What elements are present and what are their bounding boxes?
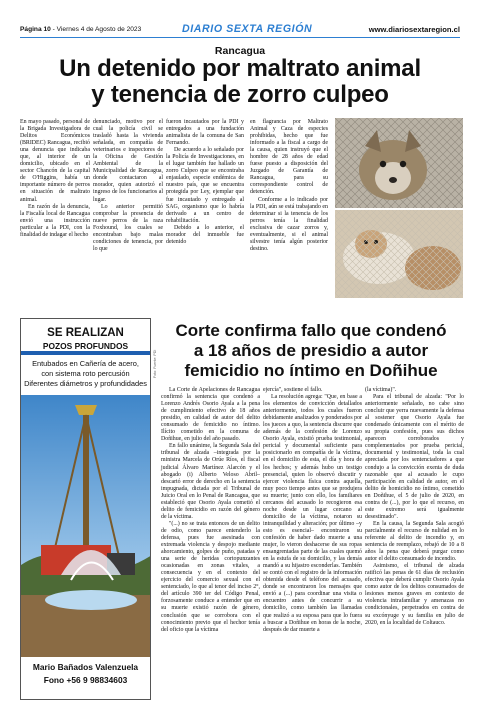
header-rule (20, 37, 460, 38)
ad-line: Entubados en Cañería de acero, (32, 359, 139, 368)
story1-headline-line1: Un detenido por maltrato animal (59, 55, 421, 82)
story1-headline-line2: y tenencia de zorro culpeo (91, 81, 389, 108)
story1-paragraph: Debido a lo anterior, el morador del inmueble fue detenido (166, 224, 244, 245)
issue-date: - Viernes 4 de Agosto de 2023 (52, 26, 142, 33)
ad-phone[interactable]: Fono +56 9 98834603 (43, 675, 128, 685)
photo-credit: Foto: Fuente: PDI (153, 349, 157, 378)
story2-headline-line3: femicidio no íntimo en Doñihue (184, 361, 438, 380)
page-number: Página 10 (20, 26, 51, 33)
story1-paragraph: En mayo pasado, personal de la Brigada Investigadora de Delitos Económicos (BRIDEC) Rancagua, recibió una denuncia que indicaba que, al interior de un domicilio, ubicado en el sector Chancón de la capital de O'Higgins, había un importante número de perros en situación de maltrato animal. (20, 119, 90, 203)
story2-paragraph: Asimismo, el tribunal de alzada ratificó las penas de 61 días de reclusión efectiva que deberá cumplir Osorio Ayala como autor de los delitos consumados de lesiones menos graves en contexto de violencia intrafamiliar y amenazas no condicionales, perpetrados en contra de su excónyuge y su familia en julio de 2020, en la localidad de Coltauco. (365, 563, 464, 626)
ad-divider (21, 351, 150, 355)
story2-headline-line2: a 18 años de presidio a autor (193, 341, 429, 360)
story2-paragraph: ejercía", sostiene el fallo. (263, 387, 323, 393)
story1-paragraph: denunciado, motivo por el cual la policía civil se trasladó hasta la vivienda señalada, en compañía de veterinarios e inspectores de la Oficina de Gestión Ambiental de la Municipalidad de Rancagua, donde contactaron al morador, quien autorizó el ingreso de los funcionarios al lugar. (93, 119, 163, 203)
story2-headline (160, 321, 462, 381)
drilling-rig-image (21, 395, 150, 657)
wells-advertisement[interactable] (20, 318, 151, 700)
ad-subtitle: POZOS PROFUNDOS (42, 341, 129, 351)
fox-and-dogs-photo (335, 118, 463, 298)
ad-contact-name: Mario Bañados Valenzuela (32, 662, 139, 672)
website-link[interactable]: www.diariosextaregion.cl (368, 25, 460, 34)
story1-paragraph: en flagrancia por Maltrato Animal y Caza de especies prohibidas, hecho que fue informado a la fiscal a cargo de la causa, quien instruyó que el hombre de 28 años de edad fuese puesto a disposición del Juzgado de Garantía de Rancagua, para su correspondiente control de detención. (250, 119, 328, 196)
story1-headline (24, 56, 456, 108)
story2-paragraph: En fallo unánime, la Segunda Sala del tribunal de alzada –integrada por la ministra Marcela de Orúe Ríos, el fiscal judicial Álvaro Martínez Alarcón y el abogado (i) Alberto Veloso Abril– descartó error de derecho en la sentencia impugnada, dictada por el Tribunal de Juicio Oral en lo Penal de Rancagua, que estableció que Osorio Ayala cometió el delito de femicidio en razón del género de la víctima. (161, 443, 260, 520)
story2-column-2 (263, 387, 362, 634)
story2-paragraph: La resolución agrega: "Que, en base a los elementos de convicción detallados anteriormente, todos los cuales fueron debidamente analizados y ponderados por los jueces a quo, la sentencia discurre que además de la confesión de Lorenzo Osorio Ayala, existió prueba testimonial, pericial y documental suficiente para posicionarlo en compañía de la víctima, en el domicilio de esta, el día y hora de los hechos; y además hubo un testigo presencial, quien lo observó discutir y ejercer violencia física contra aquella, muy poco tiempo antes que se produjera su muerte; junto con ello, los familiares cercanos del acusado lo recogieron esa noche desde un lugar cercano al domicilio de la víctima, notaron su intranquilidad y alteración; por último –y esto es esencial– encontraron su confesión de haber dado muerte a una mujer, lo vieron deshacerse de sus ropas ensangrentadas parte de las cuales quemó en la estufa de su domicilio, y las demás mandó a su hijastro esconderlas. También se contó con el registro de la información obtenida desde el teléfono del acusado, donde se encontraron los mensajes que envió a (...) para coordinar una visita o encuentro antes de concurrir a su domicilio, como también las llamadas que realizó a su esposa para que lo fuera a buscar a Doñihue en horas de la noche, después de dar muerte a (263, 394, 362, 633)
ad-line: con sistema roto percusión (41, 369, 130, 378)
story1-column-3 (166, 119, 244, 246)
page-header (20, 24, 460, 40)
story1-paragraph: fueron incautados por la PDI y entregados a una fundación animalista de la comuna de San Fernando. (166, 119, 244, 147)
story1-kicker: Rancagua (214, 45, 266, 57)
story1-paragraph: De acuerdo a lo señalado por la Policía de Investigaciones, en el lugar también fue hallado un zorro Culpeo que se encontraba enjaulado, especie endémica de nuestro país, que se encuentra protegida por Ley, ejemplar que fue incautado y entregado al SAG, organismo que lo habría derivado a un centro de rehabilitación. (166, 147, 244, 224)
story2-paragraph: "(...) no se trata entonces de un delito de odio, como parece entenderlo la defensa, pues fue asesinada con extremada violencia y despojo mediante ahorcamiento, golpes de puño, patadas y una serie de heridas cortopunzantes ocasionadas en zonas vitales, a consecuencia y en el contexto del ejercicio del comercio sexual con el sentenciado, lo que al tenor del inciso 2°, del artículo 390 ter del Código Penal, forzosamente conduce a entender que en su muerte existió razón de género, conclusión que se corrobora con el conocimiento previo que el hechor tenía del oficio que la víctima (161, 520, 260, 633)
newspaper-brand: DIARIO SEXTA REGIÓN (182, 23, 313, 35)
story2-paragraph: (la víctima)". (365, 387, 397, 393)
story1-paragraph: Lo anterior permitió comprobar la presencia de nueve perros de la raza Foxhound, los cuales se encontraban bajo malas condiciones de tenencia, por lo que (93, 203, 163, 252)
story1-paragraph: En razón de la denuncia, la Fiscalía local de Rancagua envió una instrucción particular a la PDI, con la finalidad de indagar el hecho (20, 203, 90, 238)
story2-column-3 (365, 387, 464, 627)
drilling-rig-photo (21, 395, 150, 657)
story2-headline-line1: Corte confirma fallo que condenó (175, 321, 447, 340)
story1-column-2 (93, 119, 163, 253)
ad-line: Diferentes diámetros y profundidades (24, 379, 147, 388)
story2-paragraph: En la causa, la Segunda Sala acogió parcialmente el recurso de nulidad en lo referente al delito de incendio y, en sentencia de reemplazo, rebajó de 10 a 8 años la pena que deberá purgar como autor el delito consumado de incendio. (365, 520, 464, 563)
fox-and-dogs-image (335, 118, 463, 298)
ad-title: SE REALIZAN (47, 327, 124, 339)
page-info (20, 26, 141, 33)
story2-column-1 (161, 387, 260, 634)
story1-column-4 (250, 119, 328, 253)
story1-paragraph: Conforme a lo indicado por la PDI, aún se está trabajando en determinar si la tenencia de los perros tenía la finalidad exclusiva de cazar zorros y, eventualmente, si el animal silvestre tenía algún posterior destino. (250, 196, 328, 252)
story2-paragraph: Para el tribunal de alzada: "Por lo anteriormente señalado, no cabe sino concluir que yerra nuevamente la defensa al sostener que Osorio Ayala fue condenado únicamente con el mérito de su propia confesión, pues sus dichos aparecen corroborados y complementados por prueba pericial, documental y testimonial, toda la cual apreciada por los sentenciadores a que condujo a la convicción exenta de duda razonable que al acusado le cupo participación en calidad de autor, en el delito de homicidio no íntimo, cometido en Doñihue, el 5 de julio de 2020, en contra de (...), por lo que el recurso, en este extremo será igualmente desestimado". (365, 394, 464, 520)
story1-column-1 (20, 119, 90, 239)
story2-paragraph: La Corte de Apelaciones de Rancagua confirmó la sentencia que condenó a Lorenzo Andrés Osorio Ayala a la pena de cumplimiento efectivo de 18 años presidio, en calidad de autor del delito consumado de femicidio no íntimo. Ilícito cometido en la comuna de Doñihue, en julio del año pasado. (161, 387, 260, 443)
